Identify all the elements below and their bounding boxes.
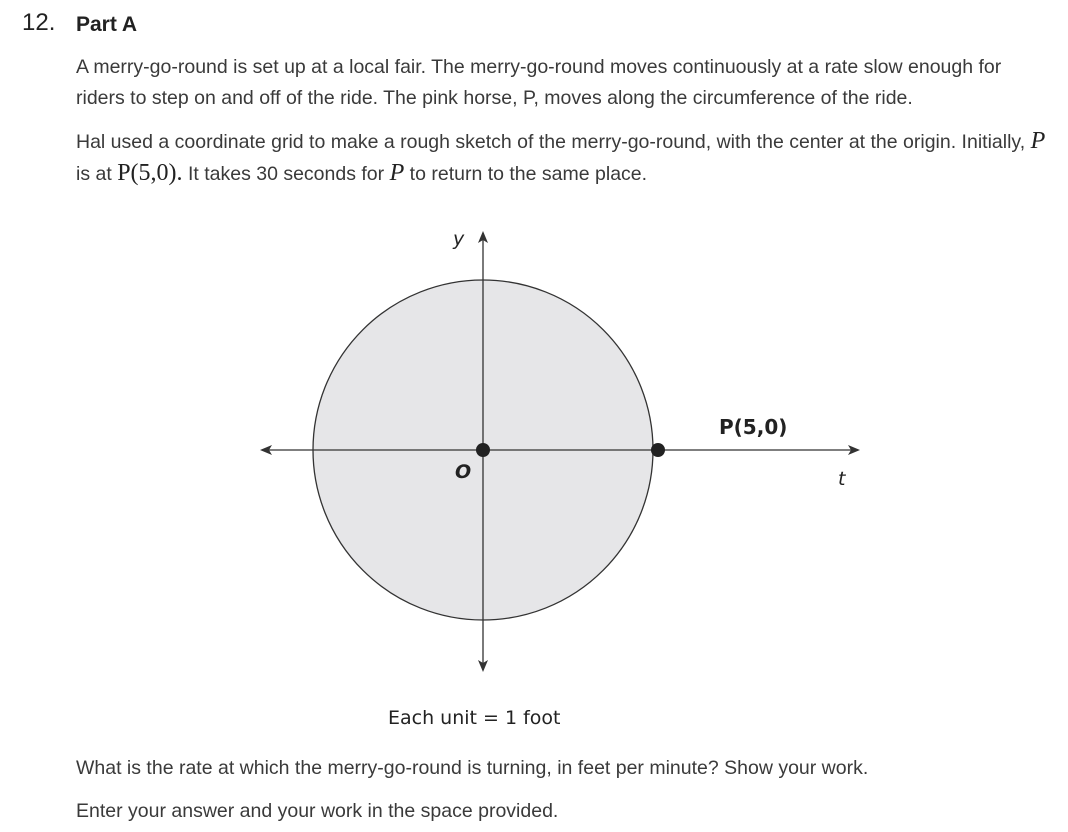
point-p: [651, 443, 665, 457]
origin-label: O: [455, 461, 472, 483]
question-prompt: What is the rate at which the merry-go-round is turning, in feet per minute? Show your work.: [76, 757, 869, 779]
math-p-symbol: P: [1030, 128, 1046, 154]
y-axis-label: y: [453, 228, 465, 250]
math-p-symbol-2: P: [389, 160, 405, 186]
part-heading: Part A: [76, 13, 138, 36]
intro-paragraph: A merry-go-round is set up at a local fair. The merry-go-round moves continuously at a rate slow enough for riders to step on and off of the ride. The pink horse, P, moves along the circumference of the ride.: [76, 56, 1002, 109]
setup-text-4: to return to the same place.: [409, 163, 648, 185]
point-label: P(5,0): [719, 415, 788, 439]
setup-text-1: Hal used a coordinate grid to make a rough sketch of the merry-go-round, with the center at the origin. Initially,: [76, 131, 1026, 153]
math-point: P(5,0).: [117, 160, 183, 186]
unit-note: Each unit = 1 foot: [388, 707, 561, 729]
setup-text-2: is at: [76, 163, 112, 185]
origin-point: [476, 443, 490, 457]
answer-instruction: Enter your answer and your work in the space provided.: [76, 800, 559, 822]
x-axis-label: t: [838, 468, 846, 490]
question-number: 12.: [22, 9, 56, 36]
setup-text-3: It takes 30 seconds for: [187, 163, 385, 185]
